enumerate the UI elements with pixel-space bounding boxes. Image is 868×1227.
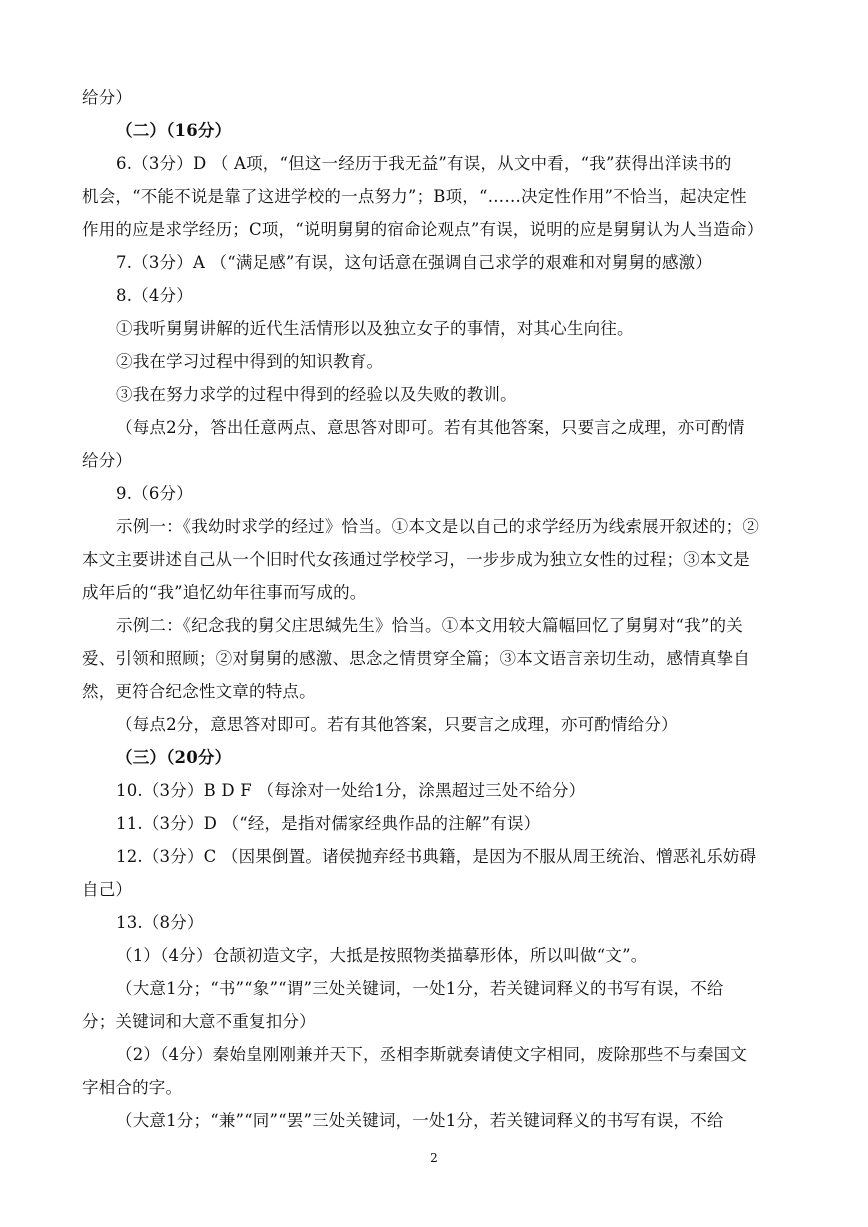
text-line: 8.（4分） <box>116 286 193 305</box>
text-line: 给分） <box>82 88 133 107</box>
text-line: 作用的应是求学经历；C项，“说明舅舅的宿命论观点”有误，说明的应是舅舅认为人当造命） <box>82 220 764 239</box>
text-line: （大意1分；“书”“象”“谓”三处关键词，一处1分，若关键词释义的书写有误，不给 <box>116 979 724 998</box>
text-line: 机会，“不能不说是靠了这进学校的一点努力”；B项，“……决定性作用”不恰当，起决定性 <box>82 187 747 206</box>
text-line: 12.（3分）C （因果倒置。诸侯抛弃经书典籍，是因为不服从周王统治、憎恶礼乐妨碍 <box>116 847 757 866</box>
text-line: 成年后的“我”追忆幼年往事而写成的。 <box>82 583 367 602</box>
text-line: 9.（6分） <box>116 484 193 503</box>
text-line: 13.（8分） <box>116 913 204 932</box>
text-line: ③我在努力求学的过程中得到的经验以及失败的教训。 <box>116 385 517 404</box>
text-line: 给分） <box>82 451 133 470</box>
text-line: （2）（4分）秦始皇刚刚兼并天下，丞相李斯就奏请使文字相同，废除那些不与秦国文 <box>116 1045 748 1064</box>
text-line: 本文主要讲述自己从一个旧时代女孩通过学校学习，一步步成为独立女性的过程；③本文是 <box>82 550 750 569</box>
text-line: 11.（3分）D （“经，是指对儒家经典作品的注解”有误） <box>116 814 541 833</box>
text-line: （每点2分，意思答对即可。若有其他答案，只要言之成理，亦可酌情给分） <box>116 715 678 734</box>
text-line: （每点2分，答出任意两点、意思答对即可。若有其他答案，只要言之成理，亦可酌情 <box>116 418 745 437</box>
text-line: 示例一：《我幼时求学的经过》恰当。①本文是以自己的求学经历为线索展开叙述的；② <box>116 517 760 536</box>
text-line: 字相合的字。 <box>82 1078 183 1097</box>
text-line: 6.（3分）D （ A项，“但这一经历于我无益”有误，从文中看，“我”获得出洋读书的 <box>116 154 732 173</box>
page-number: 2 <box>430 1151 438 1165</box>
section-heading: （二）（16分） <box>116 121 232 140</box>
text-line: 分；关键词和大意不重复扣分） <box>82 1012 316 1031</box>
text-line: 爱、引领和照顾；②对舅舅的感激、思念之情贯穿全篇；③本文语言亲切生动，感情真挚自 <box>82 649 750 668</box>
text-line: 7.（3分）A （“满足感”有误，这句话意在强调自己求学的艰难和对舅舅的感激） <box>116 253 713 272</box>
section-heading: （三）（20分） <box>116 748 232 767</box>
text-line: （大意1分；“兼”“同”“罢”三处关键词，一处1分，若关键词释义的书写有误，不给 <box>116 1111 724 1130</box>
text-line: 然，更符合纪念性文章的特点。 <box>82 682 316 701</box>
text-line: （1）（4分）仓颉初造文字，大抵是按照物类描摹形体，所以叫做“文”。 <box>116 946 648 965</box>
text-line: 自己） <box>82 880 133 899</box>
text-line: ①我听舅舅讲解的近代生活情形以及独立女子的事情，对其心生向往。 <box>116 319 634 338</box>
text-line: 10.（3分）B D F （每涂对一处给1分，涂黑超过三处不给分） <box>116 781 586 800</box>
text-line: ②我在学习过程中得到的知识教育。 <box>116 352 384 371</box>
text-line: 示例二：《纪念我的舅父庄思缄先生》恰当。①本文用较大篇幅回忆了舅舅对“我”的关 <box>116 616 743 635</box>
